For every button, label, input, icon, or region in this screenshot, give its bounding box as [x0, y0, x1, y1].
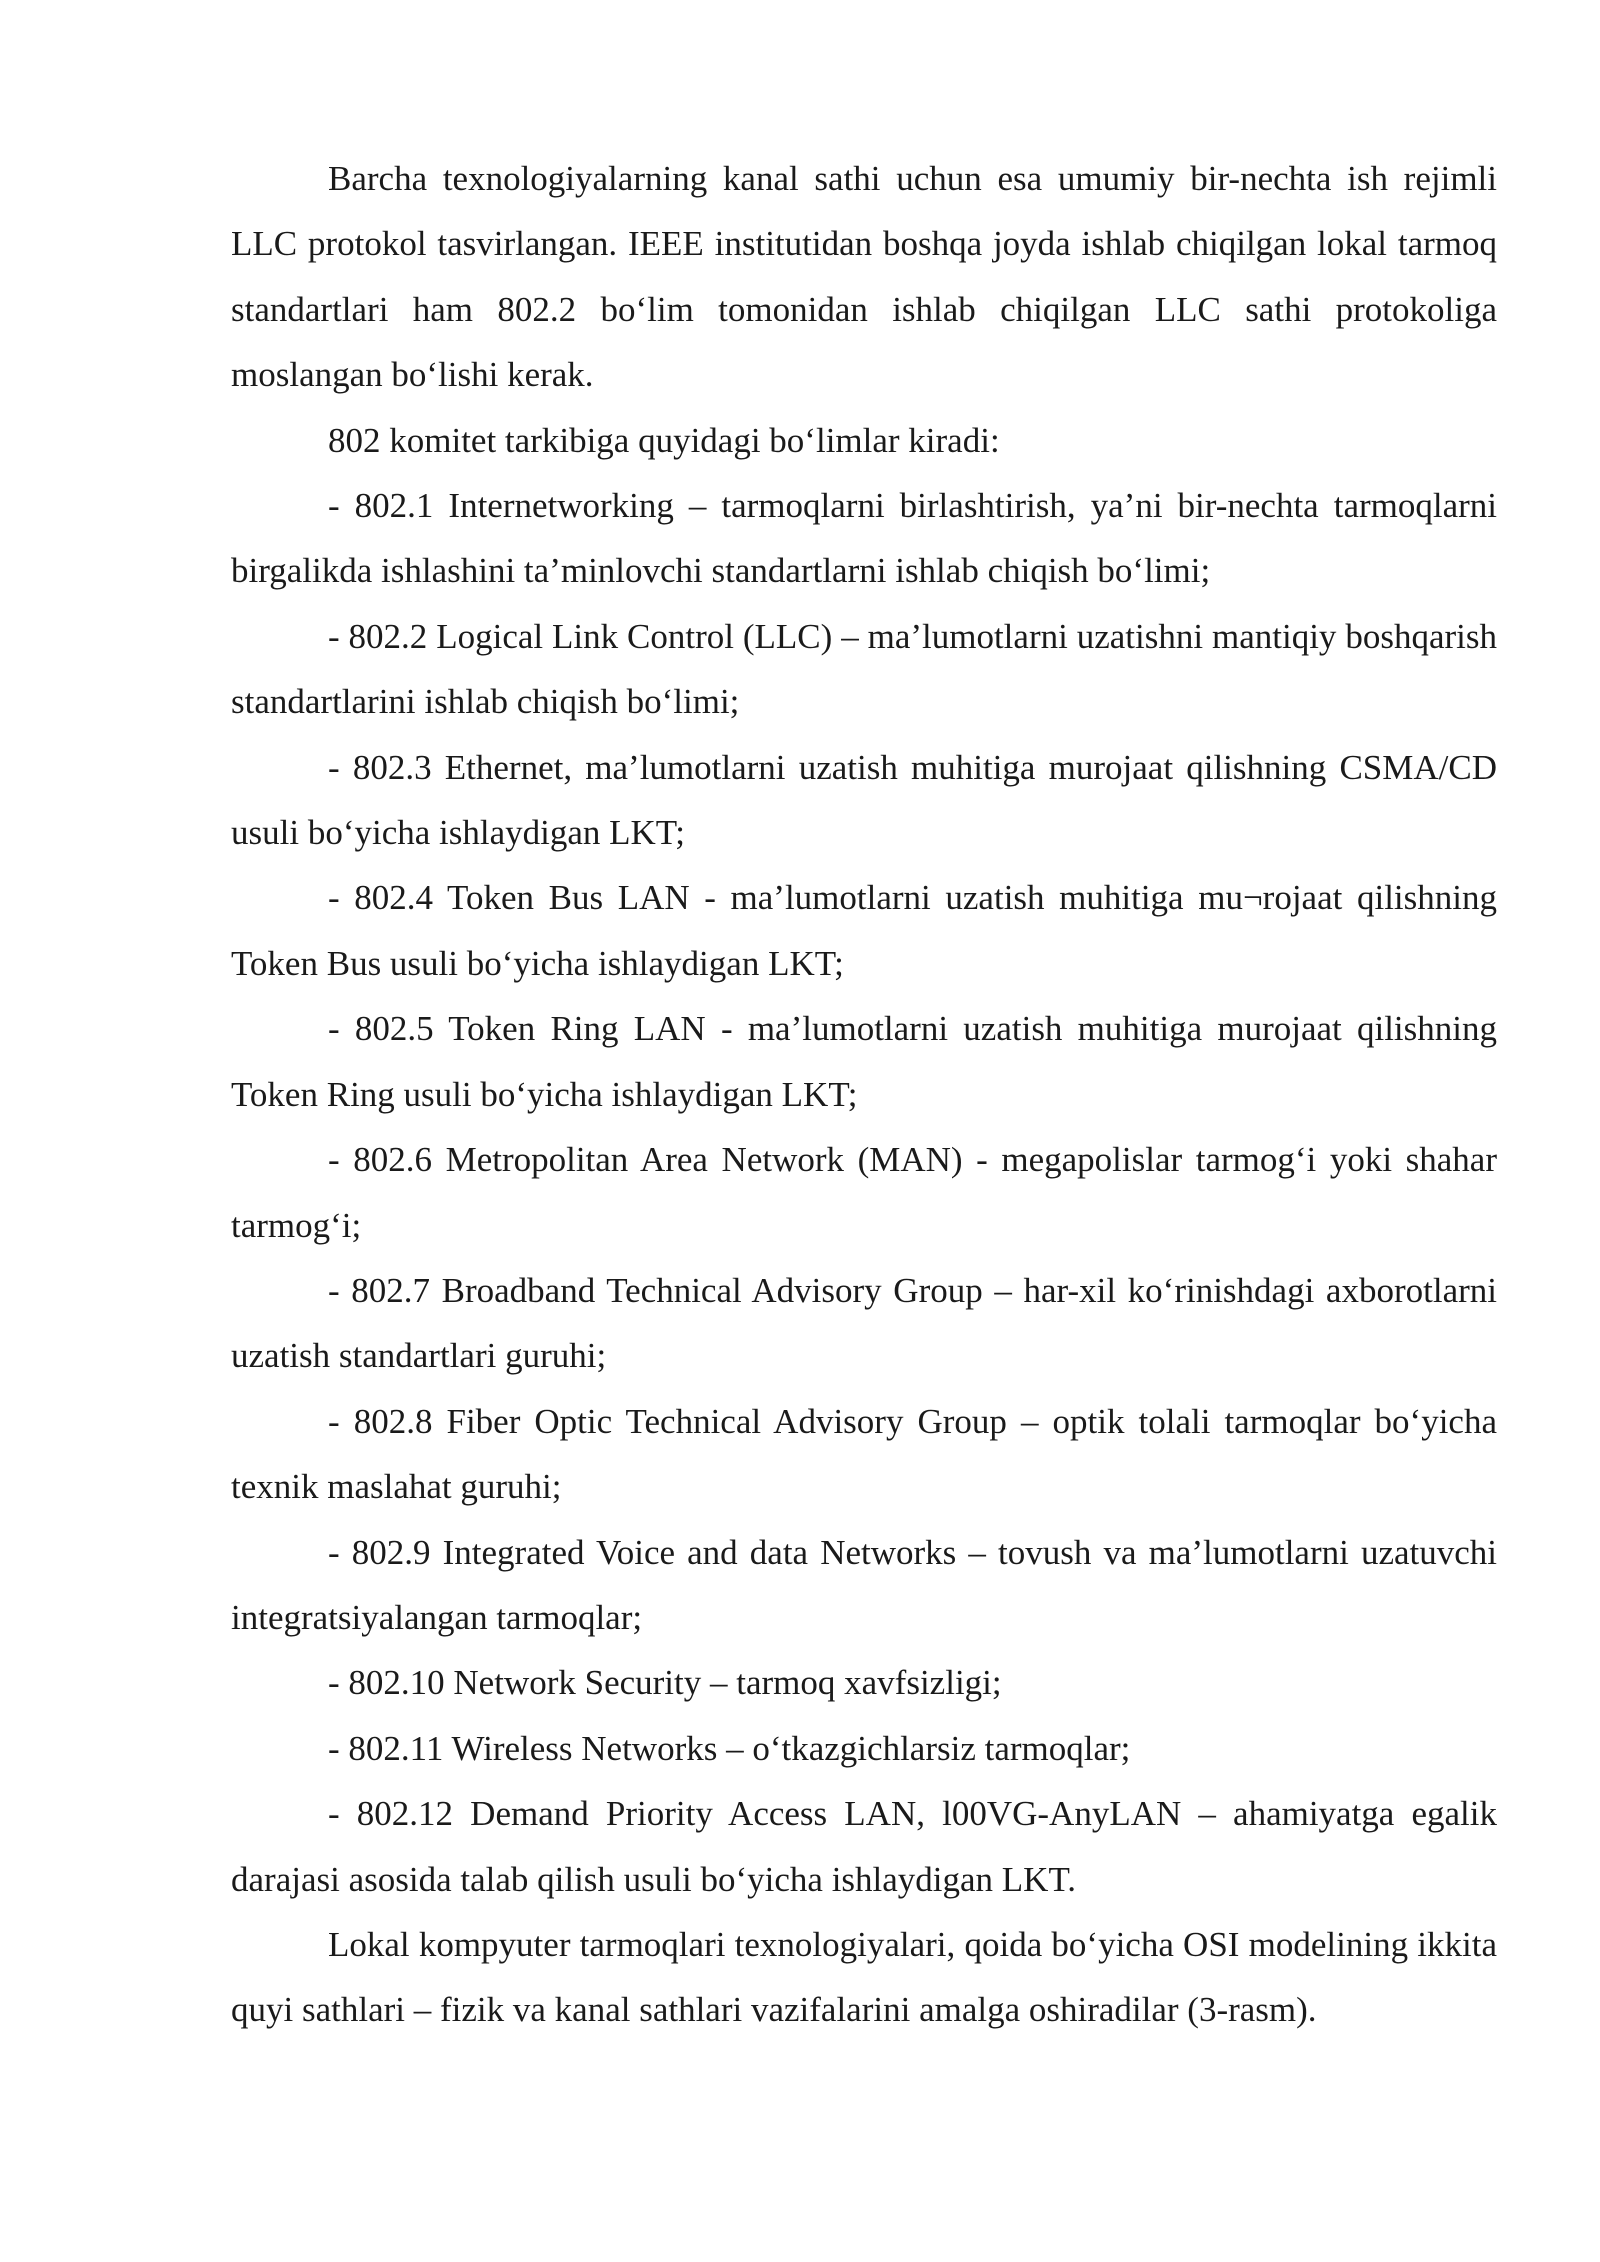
- list-item-802-4: - 802.4 Token Bus LAN - ma’lumotlarni uzatish muhitiga mu¬rojaat qilishning Token Bus usuli bo‘yicha ishlaydigan LKT;: [231, 878, 1497, 983]
- list-item-802-8: - 802.8 Fiber Optic Technical Advisory Group – optik tolali tarmoqlar bo‘yicha texnik maslahat guruhi;: [231, 1401, 1497, 1507]
- list-item-802-2: - 802.2 Logical Link Control (LLC) – ma’lumotlarni uzatishni mantiqiy boshqarish standartlarini ishlab chiqish bo‘limi;: [231, 616, 1497, 722]
- list-item-802-3: - 802.3 Ethernet, ma’lumotlarni uzatish muhitiga murojaat qilishning CSMA/CD usuli bo‘yicha ishlaydigan LKT;: [231, 747, 1497, 853]
- list-item-802-7: - 802.7 Broadband Technical Advisory Group – har-xil ko‘rinishdagi axborotlarni uzatish standartlari guruhi;: [231, 1270, 1497, 1376]
- closing-paragraph: Lokal kompyuter tarmoqlari texnologiyalari, qoida bo‘yicha OSI modelining ikkita quyi sathlari – fizik va kanal sathlari vazifalarini amalga oshiradilar (3-rasm).: [231, 1924, 1497, 2030]
- list-intro-paragraph: 802 komitet tarkibiga quyidagi bo‘limlar kiradi:: [328, 420, 1000, 460]
- document-page: [231, 146, 1497, 2043]
- list-item-802-11: - 802.11 Wireless Networks – o‘tkazgichlarsiz tarmoqlar;: [328, 1728, 1131, 1768]
- intro-paragraph: Barcha texnologiyalarning kanal sathi uchun esa umumiy bir-nechta ish rejimli LLC protokol tasvirlangan. IEEE institutidan boshqa joyda ishlab chiqilgan lokal tarmoq standartlari ham 802.2 bo‘lim tomonidan ishlab chiqilgan LLC sathi protokoliga moslangan bo‘lishi kerak.: [231, 159, 1497, 395]
- list-item-802-6: - 802.6 Metropolitan Area Network (MAN) - megapolislar tarmog‘i yoki shahar tarmog‘i;: [231, 1140, 1497, 1245]
- list-item-802-10: - 802.10 Network Security – tarmoq xavfsizligi;: [328, 1663, 1002, 1703]
- list-item-802-5: - 802.5 Token Ring LAN - ma’lumotlarni uzatish muhitiga murojaat qilishning Token Ring usuli bo‘yicha ishlaydigan LKT;: [231, 1009, 1497, 1114]
- list-item-802-12: - 802.12 Demand Priority Access LAN, l00VG-AnyLAN – ahamiyatga egalik darajasi asosida talab qilish usuli bo‘yicha ishlaydigan LKT.: [231, 1794, 1497, 1899]
- list-item-802-9: - 802.9 Integrated Voice and data Networks – tovush va ma’lumotlarni uzatuvchi integratsiyalangan tarmoqlar;: [231, 1532, 1497, 1637]
- list-item-802-1: - 802.1 Internetworking – tarmoqlarni birlashtirish, ya’ni bir-nechta tarmoqlarni birgalikda ishlashini ta’minlovchi standartlarni ishlab chiqish bo‘limi;: [231, 486, 1497, 591]
